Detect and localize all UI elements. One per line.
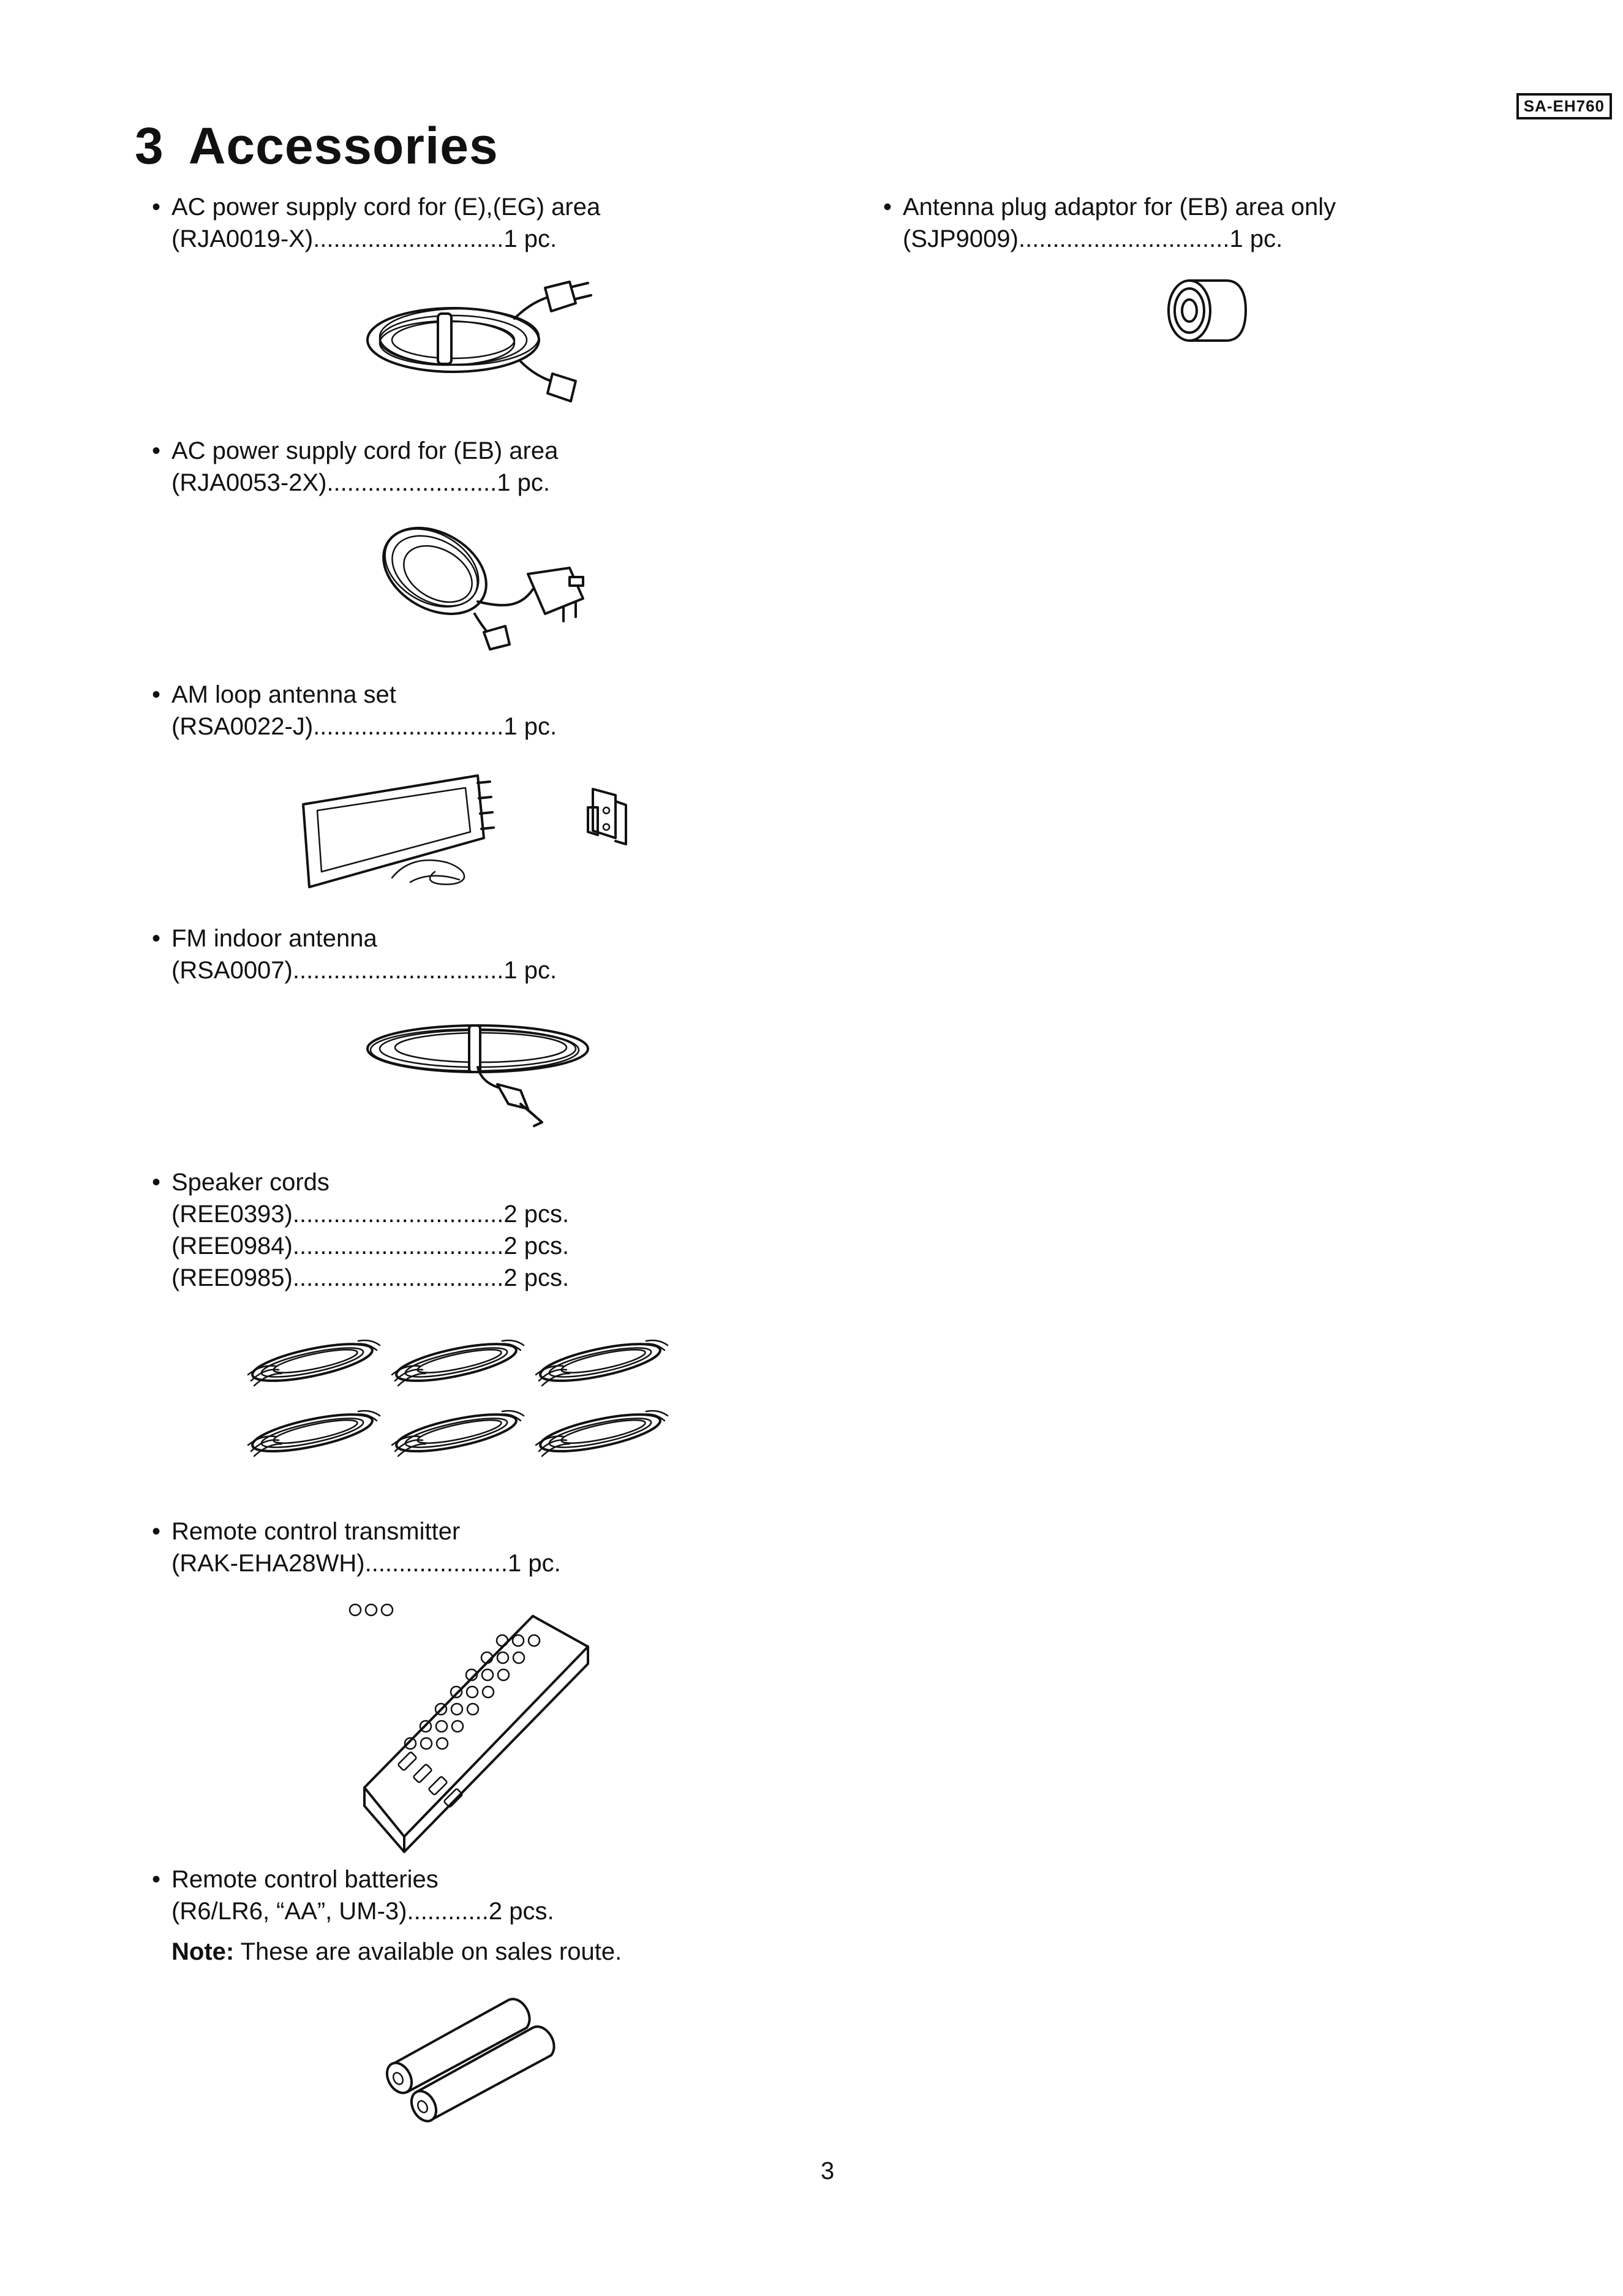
fm-antenna-icon xyxy=(355,1012,600,1135)
item-part-number: (RAK-EHA28WH).....................1 pc. xyxy=(171,1550,561,1577)
item-description: • Antenna plug adaptor for (EB) area only xyxy=(866,191,1336,223)
item-note xyxy=(135,1936,622,1968)
item-description: • FM indoor antenna xyxy=(135,923,557,954)
item-description: • Remote control transmitter xyxy=(135,1516,561,1547)
item-part-number: (REE0393)...............................2 pcs. xyxy=(171,1201,570,1228)
item-part-number: (REE0984)...............................2 pcs. xyxy=(171,1233,570,1259)
remote-control-icon xyxy=(355,1610,600,1855)
accessory-item-speaker-cords xyxy=(135,1166,569,1294)
item-part-number: (RJA0053-2X).........................1 pc. xyxy=(171,469,550,496)
accessory-item-antenna-plug-adaptor xyxy=(866,191,1336,255)
item-part-number: (REE0985)...............................2 pcs. xyxy=(171,1264,570,1291)
accessory-item-ac-cord-uk xyxy=(135,435,558,499)
item-part-number: (R6/LR6, “AA”, UM-3)............2 pcs. xyxy=(171,1898,554,1925)
battery-icon xyxy=(380,1991,563,2113)
accessory-item-remote-control xyxy=(135,1516,561,1579)
power-cord-uk-icon xyxy=(367,516,600,651)
accessory-item-batteries xyxy=(135,1864,622,1968)
section-title: Accessories xyxy=(188,117,499,175)
item-part-number: (RJA0019-X)............................1 pc. xyxy=(171,225,557,252)
item-part-number: (SJP9009)...............................1 pc. xyxy=(903,225,1283,252)
page-title xyxy=(135,116,499,176)
page-number: 3 xyxy=(821,2158,835,2185)
am-loop-antenna-icon xyxy=(300,771,655,887)
accessory-item-fm-antenna xyxy=(135,923,557,986)
item-description: • AM loop antenna set xyxy=(135,679,557,711)
accessory-item-am-loop-antenna xyxy=(135,679,557,742)
accessory-item-ac-cord-eu xyxy=(135,191,600,255)
note-text: These are available on sales route. xyxy=(234,1938,622,1965)
section-number: 3 xyxy=(135,117,164,175)
item-description: • Remote control batteries xyxy=(135,1864,622,1895)
item-description: • Speaker cords xyxy=(135,1166,569,1198)
item-part-number: (RSA0007)...............................1 pc. xyxy=(171,957,557,984)
item-description: • AC power supply cord for (E),(EG) area xyxy=(135,191,600,223)
item-part-number: (RSA0022-J)............................1 pc. xyxy=(171,713,557,740)
power-cord-eu-icon xyxy=(361,276,594,404)
speaker-cord-icon xyxy=(245,1338,686,1473)
model-badge: SA-EH760 xyxy=(1516,93,1612,119)
note-label: Note: xyxy=(171,1938,235,1965)
antenna-plug-adaptor-icon xyxy=(1159,277,1251,344)
item-description: • AC power supply cord for (EB) area xyxy=(135,435,558,467)
